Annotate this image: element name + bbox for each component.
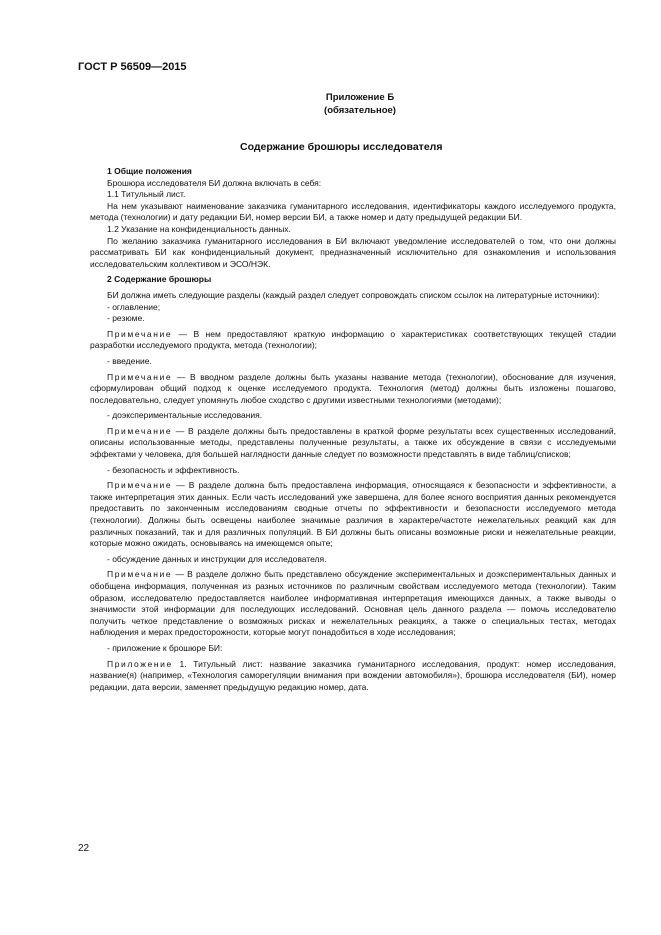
note-dash: — (172, 480, 189, 491)
note-dash: — (172, 569, 188, 580)
list-item: - приложение к брошюре БИ: (107, 642, 223, 653)
note-text: В разделе должны быть предоставлены в краткой форме результаты всех существенных исследований, описаны использованные методы, представлены полученные результаты, а также их обсуждение в связи с исследуемыми эффектами у человека, для большей наглядности данные следует по возможности представлять в виде таблиц/списков; (90, 425, 616, 460)
note (90, 372, 616, 407)
paragraph: По желанию заказчика гуманитарного исследования в БИ включают уведомление исследователей о том, что они должны рассматривать БИ как конфиденциальный документ, предназначенный исключительно для ознакомления и использования исследовательским коллективом и ЭСО/НЭК. (90, 235, 616, 269)
note-dash: — (172, 425, 188, 436)
note-label: Примечание (107, 569, 173, 580)
note (90, 569, 616, 639)
paragraph: На нем указывают наименование заказчика гуманитарного исследования, идентификаторы каждого исследуемого продукта, метода (технологии) и дату редакции БИ, номер версии БИ, а также номер и дату предыдущей редакции БИ. (90, 200, 616, 223)
appendix-heading (280, 91, 440, 117)
note-text: В разделе должно быть представлено обсуждение экспериментальных и доэкспериментальных данных и обобщена информация, полученная из разных источников по различным свойствам исследуемого метода (технологии). Таким образом, исследователю предоставляется наиболее информативная интерпретация имеющихся данных, а также выводы о значимости этой информации для последующих исследований. Основная цель данного раздела — помочь исследователю получить четкое представление о возможных рисках и нежелательных реакциях, а также о специальных тестах, методах наблюдения и мерах предосторожности, которые могут понадобиться в ходе исследования; (90, 569, 616, 638)
appendix-name: Приложение Б (325, 92, 395, 103)
page-title: Содержание брошюры исследователя (240, 141, 443, 153)
section-heading: 1 Общие положения (107, 166, 192, 176)
note-label: Примечание (107, 371, 173, 382)
document-code: ГОСТ Р 56509—2015 (78, 61, 187, 73)
appendix-text: 1. Титульный лист: название заказчика гуманитарного исследования, продукт: номер исследования, название(я) (например, «Технология саморегуляции внимания при вождении автомобиля»), брошюра исследователя (БИ), номер редакции, дата версии, заменяет предыдущую редакцию номер, дата. (90, 658, 616, 692)
note-text: В вводном разделе должны быть указаны название метода (технологии), обоснование для изучения, сформулирован общий подход к оценке исследуемого продукта. Технология (метод) должны быть изложены пошагово, последовательно, следует упомянуть любое сходство с другими известными технологиями (методами); (90, 371, 616, 405)
list-item: - оглавление; (107, 301, 161, 312)
appendix-label: Приложение (107, 658, 173, 669)
appendix-status: (обязательное) (324, 105, 396, 116)
note (90, 329, 616, 352)
note-label: Примечание (107, 328, 173, 339)
document-body (90, 166, 616, 693)
appendix-note (90, 659, 616, 694)
paragraph: Брошюра исследователя БИ должна включать в себя: (107, 177, 322, 188)
paragraph: БИ должна иметь следующие разделы (каждый раздел следует сопровождать списком ссылок на литературные источники): (107, 289, 600, 300)
note-label: Примечание (107, 425, 173, 436)
list-item: - обсуждение данных и инструкции для исследователя. (107, 553, 327, 564)
list-item: - безопасность и эффективность. (107, 464, 240, 475)
note-dash: — (172, 328, 194, 339)
page-number: 22 (78, 843, 90, 854)
paragraph: 1.2 Указание на конфиденциальность данных. (107, 223, 291, 234)
note (90, 480, 616, 550)
paragraph: 1.1 Титульный лист. (107, 189, 186, 200)
section-heading: 2 Содержание брошюры (107, 274, 212, 285)
list-item: - введение. (107, 355, 152, 366)
list-item: - доэкспериментальные исследования. (107, 410, 263, 421)
note-label: Примечание (107, 480, 173, 491)
list-item: - резюме. (107, 313, 145, 324)
note-text: В нем предоставляют краткую информацию о характеристиках соответствующих текущей стадии разработки исследуемого продукта, метода (технологии); (90, 328, 616, 351)
note-dash: — (172, 371, 190, 382)
note-text: В разделе должна быть предоставлена информация, относящаяся к безопасности и эффективности, а также интерпретация этих данных. Если часть исследований уже завершена, для более ясного восприятия данных рекомендуется предоставить по законченным исследованиям сводные отчеты по эффективности и безопасности исследуемого метода (технологии). Должны быть освещены наиболее значимые различия в характере/частоте нежелательных реакций как для различных показаний, так и для различных популяций. В БИ должны быть описаны возможные риски и нежелательные реакции, которые можно ожидать, основываясь на имеющемся опыте; (90, 480, 616, 549)
note (90, 426, 616, 461)
